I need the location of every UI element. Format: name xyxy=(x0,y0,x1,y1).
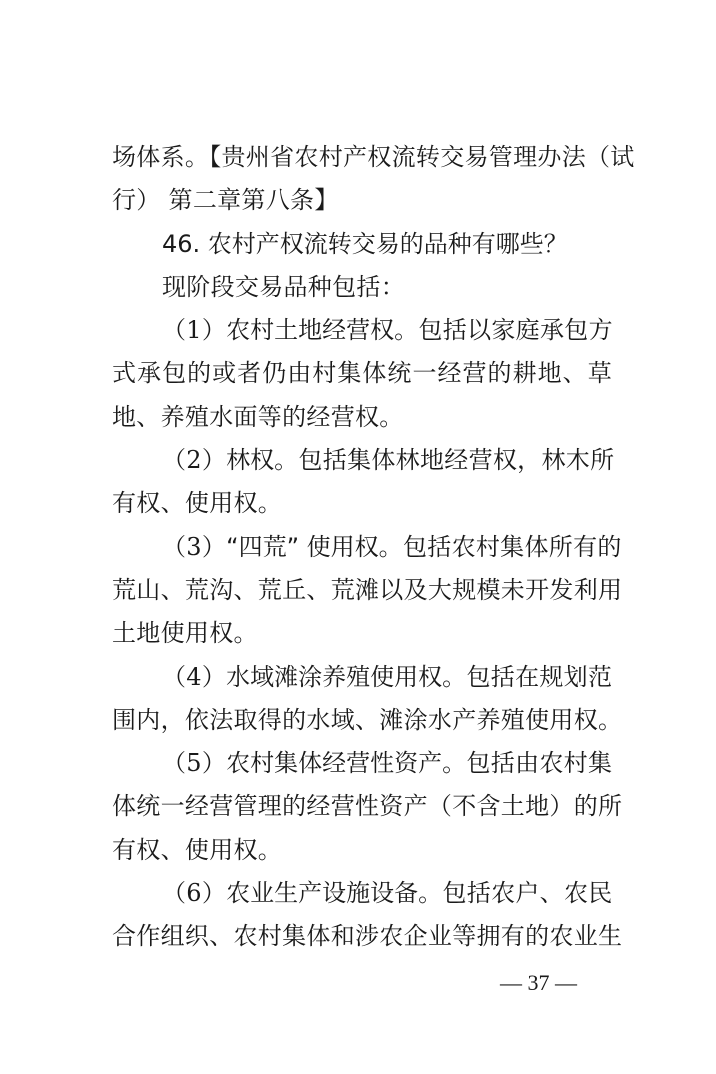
item-term: “四荒” 使用权 xyxy=(226,532,379,561)
item-description: 。包括以家庭承包方 xyxy=(394,316,613,345)
item-2-first-line xyxy=(112,439,615,482)
item-3-first-line xyxy=(112,526,622,569)
item-term: 农业生产设施设备 xyxy=(226,879,419,908)
text-line: 式承包的或者仍由村集体统一经营的耕地、草 xyxy=(112,359,612,388)
item-term: 农村集体经营性资产 xyxy=(226,749,443,778)
text-line: 场体系。【贵州省农村产权流转交易管理办法（试 xyxy=(112,143,635,171)
item-term: 农村土地经营权 xyxy=(226,316,395,345)
item-number: （2） xyxy=(162,446,227,475)
question-heading: 46. 农村产权流转交易的品种有哪些？ xyxy=(162,229,568,258)
text-line: 合作组织、农村集体和涉农企业等拥有的农业生 xyxy=(112,922,623,951)
item-number: （4） xyxy=(162,662,227,691)
text-line: 荒山、荒沟、荒丘、荒滩以及大规模未开发利用 xyxy=(112,575,623,604)
item-6-first-line xyxy=(112,872,612,915)
item-number: （5） xyxy=(162,749,227,778)
item-description: 。包括在规划范 xyxy=(442,662,613,691)
item-5-first-line xyxy=(112,742,612,785)
body-text xyxy=(112,136,635,959)
intro-text: 现阶段交易品种包括： xyxy=(162,272,405,301)
item-term: 林权 xyxy=(226,446,275,475)
item-number: （6） xyxy=(162,879,227,908)
text-line: 行） 第二章第八条】 xyxy=(112,186,339,215)
text-line: 体统一经营管理的经营性资产（不含土地）的所 xyxy=(112,792,623,821)
item-description: 。包括由农村集 xyxy=(442,749,613,778)
text-line: 土地使用权。 xyxy=(112,619,258,648)
item-term: 水域滩涂养殖使用权 xyxy=(226,662,443,691)
text-line: 地、养殖水面等的经营权。 xyxy=(112,402,404,431)
item-description: 。包括农村集体所有的 xyxy=(378,532,622,561)
item-4-first-line xyxy=(112,656,612,699)
text-line: 围内，依法取得的水域、滩涂水产养殖使用权。 xyxy=(112,705,623,734)
item-description: 。包括集体林地经营权，林木所 xyxy=(274,446,615,475)
page-number: — 37 — xyxy=(500,970,577,995)
item-1-first-line xyxy=(112,309,612,352)
item-number: （1） xyxy=(162,316,227,345)
item-number: （3） xyxy=(162,532,227,561)
text-line: 有权、使用权。 xyxy=(112,489,283,518)
item-description: 。包括农户、农民 xyxy=(418,879,613,908)
text-line: 有权、使用权。 xyxy=(112,835,283,864)
